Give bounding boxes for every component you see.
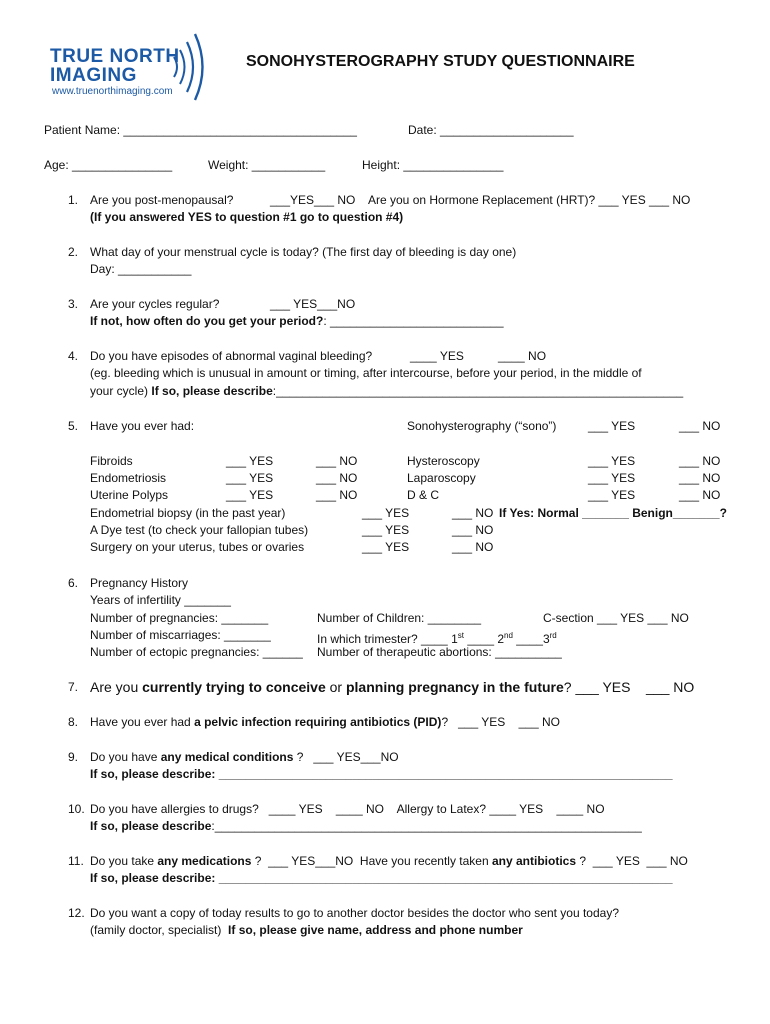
q4-describe-field[interactable]: :_____________________________________________________________ (272, 384, 684, 398)
q5-sono-label: Sonohysterography (“sono”) (407, 419, 557, 433)
q11-text-a: Do you take (90, 854, 158, 868)
q7-text-b: currently trying to conceive (142, 679, 326, 695)
q4-question: Do you have episodes of abnormal vaginal bleeding? (90, 349, 373, 363)
q5-dye-no[interactable]: ___ NO (452, 523, 494, 537)
q6-ectopic-field[interactable]: Number of ectopic pregnancies: ______ (90, 645, 303, 659)
q11-text-b: any medications (157, 854, 252, 868)
q10-number: 10. (68, 802, 85, 816)
q10-describe-label: If so, please describe (90, 819, 212, 833)
signal-arcs-icon (170, 30, 215, 105)
q5-biopsy-yes[interactable]: ___ YES (362, 506, 410, 520)
q8-number: 8. (68, 715, 79, 729)
q6-number: 6. (68, 576, 79, 590)
q5-endometriosis-no[interactable]: ___ NO (316, 471, 358, 485)
q9-text-a: Do you have (90, 750, 161, 764)
q5-surgery-yes[interactable]: ___ YES (362, 540, 410, 554)
q5-number: 5. (68, 419, 79, 433)
q6-title: Pregnancy History (90, 576, 189, 590)
q6-pregnancies-field[interactable]: Number of pregnancies: _______ (90, 611, 269, 625)
q2-number: 2. (68, 245, 79, 259)
q1-note: (If you answered YES to question #1 go to question #4) (90, 210, 404, 224)
q9-number: 9. (68, 750, 79, 764)
q3-follow-field[interactable]: : __________________________ (323, 314, 504, 328)
logo-line1: TRUE NORTH (50, 46, 180, 67)
q3-yes-no[interactable]: ___ YES___NO (270, 297, 356, 311)
q3-question: Are your cycles regular? (90, 297, 220, 311)
q5-hysteroscopy-yes[interactable]: ___ YES (588, 454, 636, 468)
q4-line3a: your cycle) (90, 384, 152, 398)
q12-number: 12. (68, 906, 85, 920)
q6-sup-nd: nd (504, 631, 513, 640)
q5-fibroids-yes[interactable]: ___ YES (226, 454, 274, 468)
q8-yes-no[interactable]: ? ___ YES ___ NO (441, 715, 560, 729)
q7-text-d: planning pregnancy in the future (345, 679, 564, 695)
q6-infertility-field[interactable]: Years of infertility _______ (90, 593, 231, 607)
q6-sup-rd: rd (549, 631, 557, 640)
q5-polyps-label: Uterine Polyps (90, 488, 169, 502)
q5-dc-label: D & C (407, 488, 440, 502)
q6-csection-field[interactable]: C-section ___ YES ___ NO (543, 611, 689, 625)
q7-text-a: Are you (90, 679, 143, 695)
q5-biopsy-label: Endometrial biopsy (in the past year) (90, 506, 286, 520)
date-field[interactable]: Date: ____________________ (408, 123, 574, 137)
q1-question: Are you post-menopausal? (90, 193, 234, 207)
q5-question: Have you ever had: (90, 419, 195, 433)
q5-endometriosis-label: Endometriosis (90, 471, 167, 485)
q7-text-c: or (325, 679, 346, 695)
q10-describe-field[interactable]: :________________________________________________________________ (211, 819, 642, 833)
q5-sono-yes[interactable]: ___ YES (588, 419, 636, 433)
q5-dc-no[interactable]: ___ NO (679, 488, 721, 502)
q5-biopsy-result[interactable]: If Yes: Normal _______ Benign_______? (499, 506, 727, 520)
q3-number: 3. (68, 297, 79, 311)
q11-text-d: any antibiotics (492, 854, 577, 868)
q6-miscarriages-field[interactable]: Number of miscarriages: _______ (90, 628, 271, 642)
q6-therapeutic-field[interactable]: Number of therapeutic abortions: __________ (317, 645, 562, 659)
q5-dye-yes[interactable]: ___ YES (362, 523, 410, 537)
q6-children-field[interactable]: Number of Children: ________ (317, 611, 482, 625)
q5-biopsy-no[interactable]: ___ NO (452, 506, 494, 520)
q4-no[interactable]: ____ NO (498, 349, 547, 363)
q12-text-c: If so, please give name, address and phone number (228, 923, 523, 937)
q1-number: 1. (68, 193, 79, 207)
q11-number: 11. (68, 854, 84, 868)
q9-yes-no[interactable]: ? ___ YES___NO (293, 750, 399, 764)
q7-yes-no[interactable]: ? ___ YES ___ NO (563, 679, 695, 695)
q12-text-b: (family doctor, specialist) (90, 923, 229, 937)
height-field[interactable]: Height: _______________ (362, 158, 504, 172)
q10-question[interactable]: Do you have allergies to drugs? ____ YES ____ NO Allergy to Latex? ____ YES ____ NO (90, 802, 605, 816)
q5-hysteroscopy-no[interactable]: ___ NO (679, 454, 721, 468)
q11-text-c[interactable]: ? ___ YES___NO Have you recently taken (251, 854, 492, 868)
q6-sup-st: st (457, 631, 464, 640)
q3-follow: If not, how often do you get your period? (90, 314, 324, 328)
age-field[interactable]: Age: _______________ (44, 158, 173, 172)
q2-question: What day of your menstrual cycle is today? (The first day of bleeding is day one) (90, 245, 517, 259)
q5-endometriosis-yes[interactable]: ___ YES (226, 471, 274, 485)
q4-describe-label: If so, please describe (151, 384, 273, 398)
q5-laparoscopy-label: Laparoscopy (407, 471, 476, 485)
q6-trimester-a: In which trimester? ____ 1 (317, 632, 458, 646)
q12-question: Do you want a copy of today results to go to another doctor besides the doctor who sent you today? (90, 906, 619, 920)
q8-text-a: Have you ever had (90, 715, 195, 729)
q2-day-field[interactable]: Day: ___________ (90, 262, 192, 276)
q5-surgery-label: Surgery on your uterus, tubes or ovaries (90, 540, 305, 554)
logo-line2: IMAGING (50, 65, 137, 86)
q6-trimester-b: ____ 2 (463, 632, 505, 646)
q11-describe-field[interactable]: If so, please describe: ____________________________________________________________________ (90, 871, 673, 885)
weight-field[interactable]: Weight: ___________ (208, 158, 326, 172)
q5-surgery-no[interactable]: ___ NO (452, 540, 494, 554)
patient-name-field[interactable]: Patient Name: ___________________________________ (44, 123, 357, 137)
q5-hysteroscopy-label: Hysteroscopy (407, 454, 480, 468)
q9-describe-field[interactable]: If so, please describe: ____________________________________________________________________ (90, 767, 673, 781)
q6-trimester-c: ____3 (512, 632, 550, 646)
q5-sono-no[interactable]: ___ NO (679, 419, 721, 433)
q5-polyps-no[interactable]: ___ NO (316, 488, 358, 502)
q7-number: 7. (68, 680, 79, 694)
q9-text-b: any medical conditions (160, 750, 294, 764)
q4-line2: (eg. bleeding which is unusual in amount or timing, after intercourse, before your period, in the middle of (90, 366, 642, 380)
q5-fibroids-label: Fibroids (90, 454, 133, 468)
q5-fibroids-no[interactable]: ___ NO (316, 454, 358, 468)
q11-yes-no[interactable]: ? ___ YES ___ NO (576, 854, 688, 868)
q5-laparoscopy-no[interactable]: ___ NO (679, 471, 721, 485)
q5-dc-yes[interactable]: ___ YES (588, 488, 636, 502)
q1-hrt-question[interactable]: Are you on Hormone Replacement (HRT)? ___ YES ___ NO (368, 193, 691, 207)
page-title: SONOHYSTEROGRAPHY STUDY QUESTIONNAIRE (246, 53, 635, 70)
q4-number: 4. (68, 349, 79, 363)
q8-text-b: a pelvic infection requiring antibiotics (PID) (194, 715, 442, 729)
q5-laparoscopy-yes[interactable]: ___ YES (588, 471, 636, 485)
q5-dye-label: A Dye test (to check your fallopian tubes) (90, 523, 309, 537)
q1-yes-no[interactable]: ___YES___ NO (270, 193, 356, 207)
logo-url: www.truenorthimaging.com (52, 86, 173, 97)
q5-polyps-yes[interactable]: ___ YES (226, 488, 274, 502)
q4-yes[interactable]: ____ YES (410, 349, 464, 363)
